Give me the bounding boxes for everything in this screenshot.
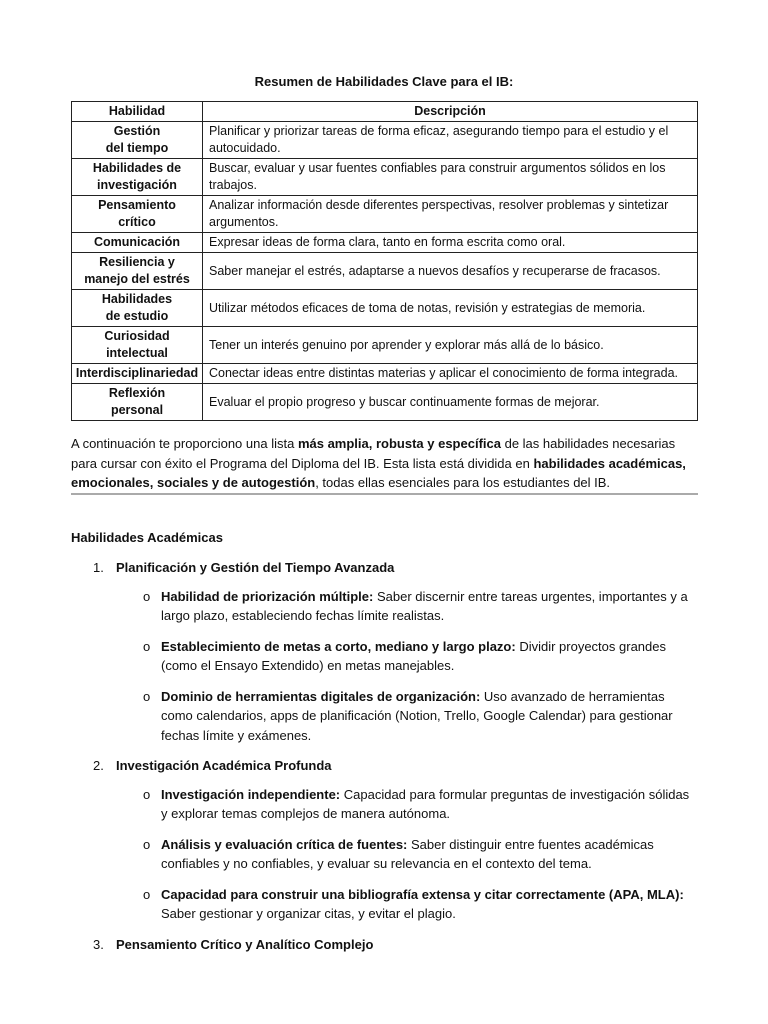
item-title: Planificación y Gestión del Tiempo Avanzada (116, 560, 395, 575)
skill-cell: Habilidades de investigación (72, 159, 203, 196)
intro-text: , todas ellas esenciales para los estudiantes del IB. (315, 475, 611, 490)
table-row (72, 196, 698, 233)
skill-cell: Resiliencia y manejo del estrés (72, 253, 203, 290)
bullet-text: Capacidad para formular preguntas de investigación sólidas y explorar temas complejos de manera autónoma. (161, 786, 690, 821)
bullet-term: Investigación independiente: (161, 786, 341, 802)
skill-cell: Gestión del tiempo (72, 122, 203, 159)
bullet-item (71, 835, 698, 874)
bullet-marker: o (143, 836, 151, 852)
intro-paragraph (71, 434, 698, 493)
skill-cell: Interdisciplinariedad (72, 364, 203, 384)
bullet-text: Saber discernir entre tareas urgentes, importantes y a largo plazo, estableciendo fechas límite realistas. (161, 588, 688, 623)
table-header-row (72, 102, 698, 122)
section-divider (71, 493, 698, 495)
skill-cell: Comunicación (72, 233, 203, 253)
bullet-term: Capacidad para construir una bibliografía extensa y citar correctamente (APA, MLA): (161, 886, 684, 902)
description-cell: Evaluar el propio progreso y buscar continuamente formas de mejorar. (203, 384, 698, 421)
document-title: Resumen de Habilidades Clave para el IB: (254, 74, 514, 89)
bullet-item (71, 885, 698, 924)
bullet-term: Análisis y evaluación crítica de fuentes: (161, 836, 408, 852)
bullet-term: Habilidad de priorización múltiple: (161, 588, 374, 604)
bullet-marker: o (143, 638, 151, 654)
numbered-item (71, 756, 698, 776)
bullet-text: Dividir proyectos grandes (como el Ensayo Extendido) en metas manejables. (161, 638, 666, 673)
table-row (72, 290, 698, 327)
table-row (72, 364, 698, 384)
description-cell: Planificar y priorizar tareas de forma eficaz, asegurando tiempo para el estudio y el autocuidado. (203, 122, 698, 159)
intro-text: A continuación te proporciono una lista (71, 436, 298, 451)
skill-cell: Pensamiento crítico (72, 196, 203, 233)
intro-emphasis: habilidades académicas, emocionales, sociales y de autogestión (71, 455, 686, 490)
description-cell: Conectar ideas entre distintas materias y aplicar el conocimiento de forma integrada. (203, 364, 698, 384)
table-row (72, 233, 698, 253)
bullet-term: Dominio de herramientas digitales de organización: (161, 688, 481, 704)
bullet-marker: o (143, 588, 151, 604)
bullet-item (71, 637, 698, 676)
item-title: Investigación Académica Profunda (116, 758, 332, 773)
bullet-text: Uso avanzado de herramientas como calendarios, apps de planificación (Notion, Trello, Google Calendar) para gestionar fechas límite y exámenes. (161, 688, 673, 743)
numbered-item (71, 558, 698, 578)
numbered-item (71, 935, 698, 955)
bullet-marker: o (143, 688, 151, 704)
item-number: 2. (93, 758, 104, 773)
table-row (72, 122, 698, 159)
table-row (72, 327, 698, 364)
description-cell: Buscar, evaluar y usar fuentes confiables para construir argumentos sólidos en los trabajos. (203, 159, 698, 196)
bullet-text: Saber gestionar y organizar citas, y evitar el plagio. (161, 906, 456, 921)
skills-numbered-list (71, 558, 698, 963)
intro-emphasis: más amplia, robusta y específica (297, 436, 501, 451)
table-row (72, 159, 698, 196)
header-skill: Habilidad (72, 102, 203, 122)
skill-cell: Habilidades de estudio (72, 290, 203, 327)
bullet-item (71, 785, 698, 824)
bullet-item (71, 687, 698, 746)
intro-text: de las habilidades necesarias para cursar con éxito el Programa del Diploma del IB. Esta lista está dividida en (71, 436, 676, 471)
skill-cell: Reflexión personal (72, 384, 203, 421)
section-heading: Habilidades Académicas (71, 530, 223, 545)
bullet-term: Establecimiento de metas a corto, mediano y largo plazo: (161, 638, 516, 654)
description-cell: Utilizar métodos eficaces de toma de notas, revisión y estrategias de memoria. (203, 290, 698, 327)
description-cell: Saber manejar el estrés, adaptarse a nuevos desafíos y recuperarse de fracasos. (203, 253, 698, 290)
bullet-marker: o (143, 786, 151, 802)
bullet-text: Saber distinguir entre fuentes académicas confiables y no confiables, y evaluar su relevancia en el contexto del tema. (161, 836, 654, 871)
skill-cell: Curiosidad intelectual (72, 327, 203, 364)
description-cell: Expresar ideas de forma clara, tanto en forma escrita como oral. (203, 233, 698, 253)
item-title: Pensamiento Crítico y Analítico Complejo (116, 936, 374, 952)
item-number: 3. (93, 936, 104, 952)
header-description: Descripción (203, 102, 698, 122)
skills-summary-table (71, 101, 698, 421)
description-cell: Analizar información desde diferentes perspectivas, resolver problemas y sintetizar argumentos. (203, 196, 698, 233)
description-cell: Tener un interés genuino por aprender y explorar más allá de lo básico. (203, 327, 698, 364)
table-row (72, 384, 698, 421)
item-number: 1. (93, 560, 104, 575)
table-row (72, 253, 698, 290)
bullet-marker: o (143, 886, 151, 902)
bullet-item (71, 587, 698, 626)
